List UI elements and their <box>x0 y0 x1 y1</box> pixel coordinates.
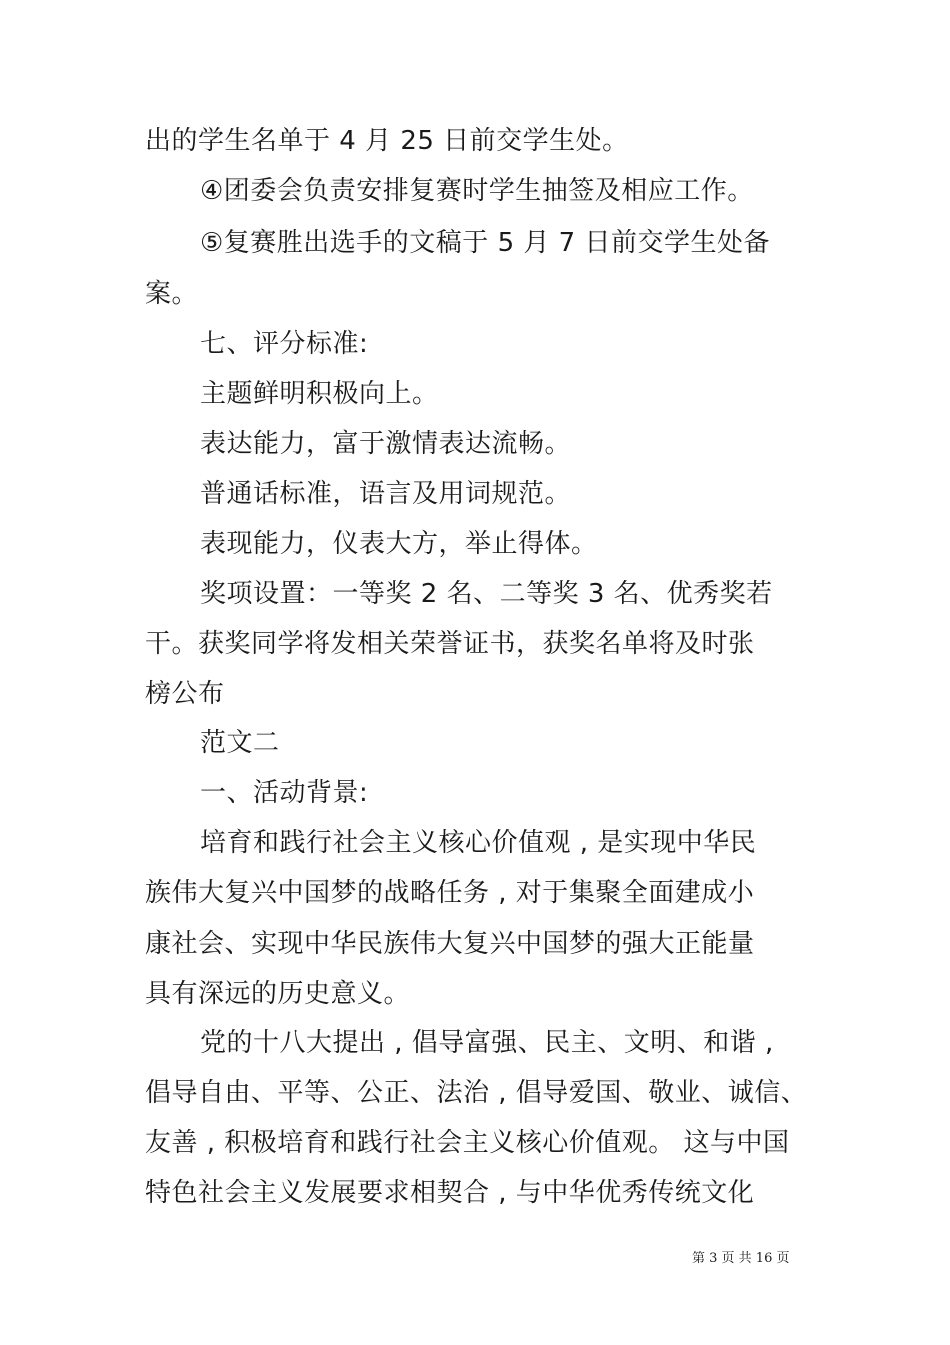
text-line: 主题鲜明积极向上。 <box>200 379 439 409</box>
text-line: 榜公布 <box>145 679 225 709</box>
text-line: 党的十八大提出 , 倡导富强、民主、文明、和谐 , <box>200 1028 774 1058</box>
text-line: 具有深远的历史意义。 <box>145 979 411 1009</box>
text-line: 倡导自由、平等、公正、法治 , 倡导爱国、敬业、诚信、 <box>145 1078 808 1108</box>
text-line: 特色社会主义发展要求相契合 , 与中华优秀传统文化 <box>145 1178 755 1208</box>
text-line: 表现能力，仪表大方，举止得体。 <box>200 529 598 559</box>
text-line: 族伟大复兴中国梦的战略任务 , 对于集聚全面建成小 <box>145 878 755 908</box>
text-line: 康社会、实现中华民族伟大复兴中国梦的强大正能量 <box>145 929 755 959</box>
text-line: 培育和践行社会主义核心价值观 , 是实现中华民 <box>200 828 757 858</box>
section-heading: 范文二 <box>200 728 280 758</box>
text-line: 普通话标准，语言及用词规范。 <box>200 479 572 509</box>
text-line: 出的学生名单于 4 月 25 日前交学生处。 <box>145 126 629 156</box>
text-line: ⑤复赛胜出选手的文稿于 5 月 7 日前交学生处备 <box>200 228 770 258</box>
page-number: 第 3 页 共 16 页 <box>692 1251 790 1266</box>
section-heading: 七、评分标准: <box>200 329 369 359</box>
text-line: 奖项设置：一等奖 2 名、二等奖 3 名、优秀奖若 <box>200 579 773 609</box>
text-line: ④团委会负责安排复赛时学生抽签及相应工作。 <box>200 176 754 206</box>
section-heading: 一、活动背景: <box>200 778 369 808</box>
text-line: 表达能力，富于激情表达流畅。 <box>200 429 572 459</box>
text-line: 干。获奖同学将发相关荣誉证书，获奖名单将及时张 <box>145 629 755 659</box>
text-line: 友善 , 积极培育和践行社会主义核心价值观。 这与中国 <box>145 1128 790 1158</box>
text-line: 案。 <box>145 279 199 309</box>
